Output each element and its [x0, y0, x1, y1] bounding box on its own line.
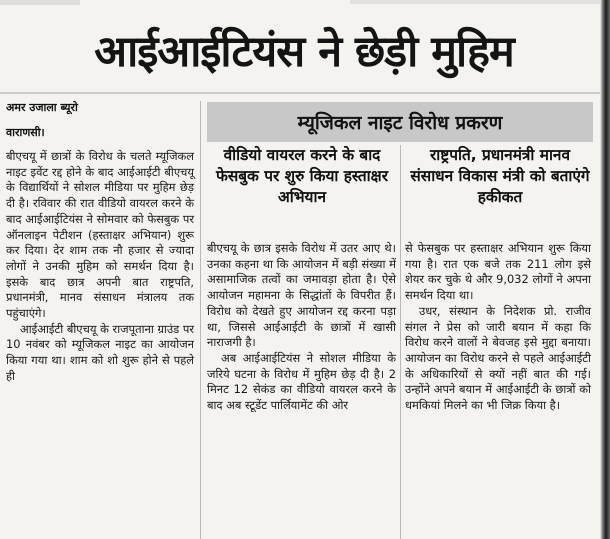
topic-banner: म्यूजिकल नाइट विरोध प्रकरण — [207, 102, 593, 142]
top-strip-right — [350, 0, 610, 4]
headline-divider — [0, 92, 610, 94]
column-divider-2 — [400, 145, 401, 539]
column-2-paragraph-2: अब आईआईटियंस ने सोशल मीडिया के जरिये घटना के विरोध में मुहिम छेड़ दी है। 2 मिनट 12 सेकंड का वीडियो वायरल करने के बाद अब स्टूडेंट पार्लियामेंट की ओर — [207, 350, 396, 413]
headline: आईआईटियंस ने छेड़ी मुहिम — [94, 27, 514, 77]
article-column-1 — [6, 149, 194, 385]
dateline-city: वाराणसी। — [6, 126, 45, 139]
column-3-paragraph-1: से फेसबुक पर हस्ताक्षर अभियान शुरू किया गया है। रात एक बजे तक 211 लोग इसे शेयर कर चुके थे और 9,032 लोगों ने अपना समर्थन दिया था। — [405, 241, 591, 303]
column-divider-1 — [200, 101, 201, 539]
column-1-paragraph-2: आईआईटी बीएचयू के राजपूताना ग्राउंड पर 10 नवंबर को म्यूजिकल नाइट का आयोजन किया गया था। शाम को शो शुरू होने से पहले ही — [6, 321, 194, 383]
column-2-paragraph-1: बीएचयू के छात्र इसके विरोध में उतर आए थे। उनका कहना था कि आयोजन में बड़ी संख्या में असामाजिक तत्वों का जमावड़ा होता है। ऐसे आयोजन महामना के सिद्धांतों के विपरीत हैं। विरोध को देखते हुए आयोजन रद्द करना पड़ा था, जिससे आईआईटी के छात्रों में खासी नाराजगी है। — [207, 241, 396, 350]
subheading-president-pm: राष्ट्रपति, प्रधानमंत्री मानव संसाधन विकास मंत्री को बताएंगे हकीकत — [410, 146, 590, 206]
byline: अमर उजाला ब्यूरो — [6, 101, 78, 114]
column-1-paragraph-1: बीएचयू में छात्रों के विरोध के चलते म्यूजिकल नाइट इवेंट रद्द होने के बाद आईआईटी बीएचयू के विद्यार्थियों ने सोशल मीडिया पर मुहिम छेड़ दी है। रविवार की रात वीडियो वायरल करने के बाद आईआईटियंस ने सोमवार को फेसबुक पर ऑनलाइन पेटीशन (हस्ताक्षर अभियान) शुरू कर दिया। देर शाम तक नौ हजार से ज्यादा लोगों ने उनकी मुहिम को समर्थन दिया है। इसके बाद छात्र अपनी बात राष्ट्रपति, प्रधानमंत्री, मानव संसाधन मंत्रालय तक पहुंचाएंगे। — [6, 149, 194, 321]
subheading-facebook-campaign: वीडियो वायरल करने के बाद फेसबुक पर शुरु किया हस्ताक्षर अभियान — [216, 146, 388, 206]
article-column-3 — [405, 241, 591, 414]
top-strip — [0, 0, 610, 14]
column-3-paragraph-2: उधर, संस्थान के निदेशक प्रो. राजीव संगल ने प्रेस को जारी बयान में कहा कि विरोध करने वालों ने बेवजह इसे मुद्दा बनाया। आयोजन का विरोध करने से पहले आईआईटी के अधिकारियों से क्यों नहीं बात की गई। उन्होंने अपने बयान में आईआईटी के छात्रों को धमकियां मिलने का भी जिक्र किया है। — [405, 303, 591, 413]
scan-edge-shadow — [600, 0, 610, 539]
top-strip-left — [0, 0, 80, 5]
article-column-2 — [207, 241, 396, 414]
